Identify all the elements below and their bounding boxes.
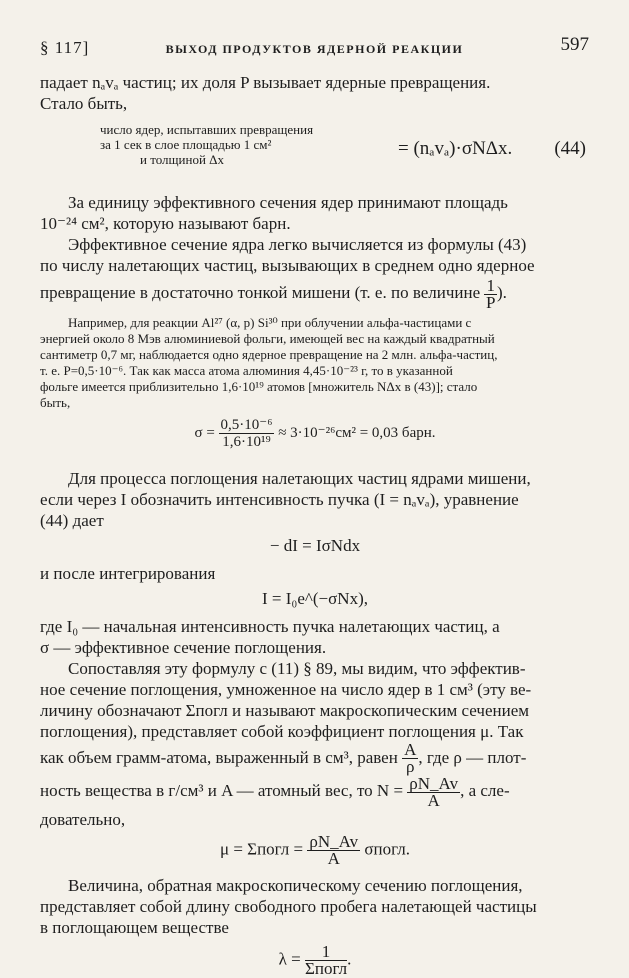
example-block bbox=[40, 315, 590, 450]
paragraph-line: Величина, обратная макроскопическому сечению поглощения, bbox=[68, 875, 523, 895]
mu-equation: μ = Σпогл = $\frac{\rho N\_Av}{A}$ σпогл. bbox=[219, 831, 410, 868]
paragraph-line: Стало быть, bbox=[40, 94, 128, 113]
fraction: $\frac{\text{0,5·10⁻⁶}}{\text{1,6·10¹⁹}}$ bbox=[220, 416, 273, 450]
paragraph-line: ность вещества в г/см³ и A — атомный вес, то N = $\frac{\rho N\_Av}{A}$ , а сле- bbox=[40, 773, 510, 810]
equation-44 bbox=[40, 122, 590, 182]
small-line: быть, bbox=[40, 394, 71, 410]
paragraph-line: превращение в достаточно тонкой мишени (т. е. по величине $\frac{1}{P}$ ). bbox=[40, 275, 507, 312]
paragraph-line: если через I обозначить интенсивность пучка (I = nₐvₐ), уравнение bbox=[40, 489, 519, 509]
running-header bbox=[40, 34, 589, 58]
equation-44-lhs: число ядер, испытавших превращения за 1 сек в слое площадью 1 см² и толщиной Δx bbox=[100, 122, 314, 167]
paragraph-line: За единицу эффективного сечения ядер принимают площадь bbox=[68, 193, 508, 212]
paragraph-line: Для процесса поглощения налетающих частиц ядрами мишени, bbox=[68, 468, 531, 488]
paragraph-line: по числу налетающих частиц, вызывающих в среднем одно ядерное bbox=[40, 256, 535, 275]
fraction: $\frac{A}{\rho}$ bbox=[404, 740, 417, 777]
small-line: Например, для реакции Al²⁷ (α, p) Si³⁰ при облучении альфа-частицами с bbox=[68, 314, 472, 330]
fraction: $\frac{1}{\text{Σпогл}}$ bbox=[305, 941, 348, 978]
paragraph-line: σ — эффективное сечение поглощения. bbox=[40, 637, 327, 657]
section-ref: § 117] bbox=[40, 38, 90, 57]
page-number: 597 bbox=[560, 34, 589, 55]
integrated-equation: I = I₀e^(−σNx), bbox=[262, 588, 368, 608]
paragraph-line: как объем грамм-атома, выраженный в см³, равен $\frac{A}{\rho}$ , где ρ — плот- bbox=[40, 740, 527, 777]
paragraph-line: (44) дает bbox=[40, 510, 104, 530]
fraction: $\frac{1}{P}$ bbox=[485, 275, 496, 312]
small-line: сантиметр 0,7 мг, наблюдается одно ядерное превращение на 2 млн. альфа-частиц, bbox=[40, 346, 498, 362]
paragraph-line: где I₀ — начальная интенсивность пучка налетающих частиц, а bbox=[40, 616, 500, 636]
equation-44-rhs: = (nₐvₐ)·σNΔx. bbox=[398, 138, 513, 159]
lambda-equation: λ = $\frac{1}{\text{Σпогл}}$ . bbox=[278, 941, 352, 978]
page-body bbox=[40, 72, 590, 977]
paragraph-line: личину обозначают Σпогл и называют макроскопическим сечением bbox=[40, 700, 530, 720]
equation-number: (44) bbox=[554, 138, 586, 159]
paragraph-line: Эффективное сечение ядра легко вычисляется из формулы (43) bbox=[68, 235, 527, 254]
paragraph-line: ное сечение поглощения, умноженное на число ядер в 1 см³ (эту ве- bbox=[40, 679, 532, 699]
running-title: ВЫХОД ПРОДУКТОВ ЯДЕРНОЙ РЕАКЦИИ bbox=[165, 42, 464, 56]
paragraph-line: в поглощающем веществе bbox=[40, 917, 229, 937]
paragraph-line: 10⁻²⁴ см², которую называют барн. bbox=[40, 214, 291, 233]
sigma-equation: σ = $\frac{\text{0,5·10⁻⁶}}{\text{1,6·10¹⁹}}$ ≈ 3·10⁻²⁶см² = 0,03 барн. bbox=[194, 416, 436, 450]
paragraph-line: поглощения), представляет собой коэффициент поглощения μ. Так bbox=[40, 721, 524, 741]
fraction: $\frac{\rho N\_Av}{A}$ bbox=[409, 773, 459, 810]
paragraph-line: довательно, bbox=[40, 809, 126, 829]
small-line: энергией около 8 Мэв алюминиевой фольги, имеющей вес на каждый квадратный bbox=[40, 330, 495, 346]
differential-equation: − dI = IσNdx bbox=[269, 535, 361, 555]
paragraph-line: падает nₐvₐ частиц; их доля P вызывает ядерные превращения. bbox=[40, 73, 491, 92]
fraction: $\frac{\rho N\_Av}{A}$ bbox=[309, 831, 359, 868]
small-line: фольге имеется приблизительно 1,6·10¹⁹ атомов [множитель NΔx в (43)]; стало bbox=[40, 378, 478, 394]
small-line: т. е. P=0,5·10⁻⁶. Так как масса атома алюминия 4,45·10⁻²³ г, то в указанной bbox=[40, 362, 453, 378]
paragraph-line: представляет собой длину свободного пробега налетающей частицы bbox=[40, 896, 537, 916]
paragraph-line: и после интегрирования bbox=[40, 563, 216, 583]
paragraph-line: Сопоставляя эту формулу с (11) § 89, мы видим, что эффектив- bbox=[68, 658, 526, 678]
